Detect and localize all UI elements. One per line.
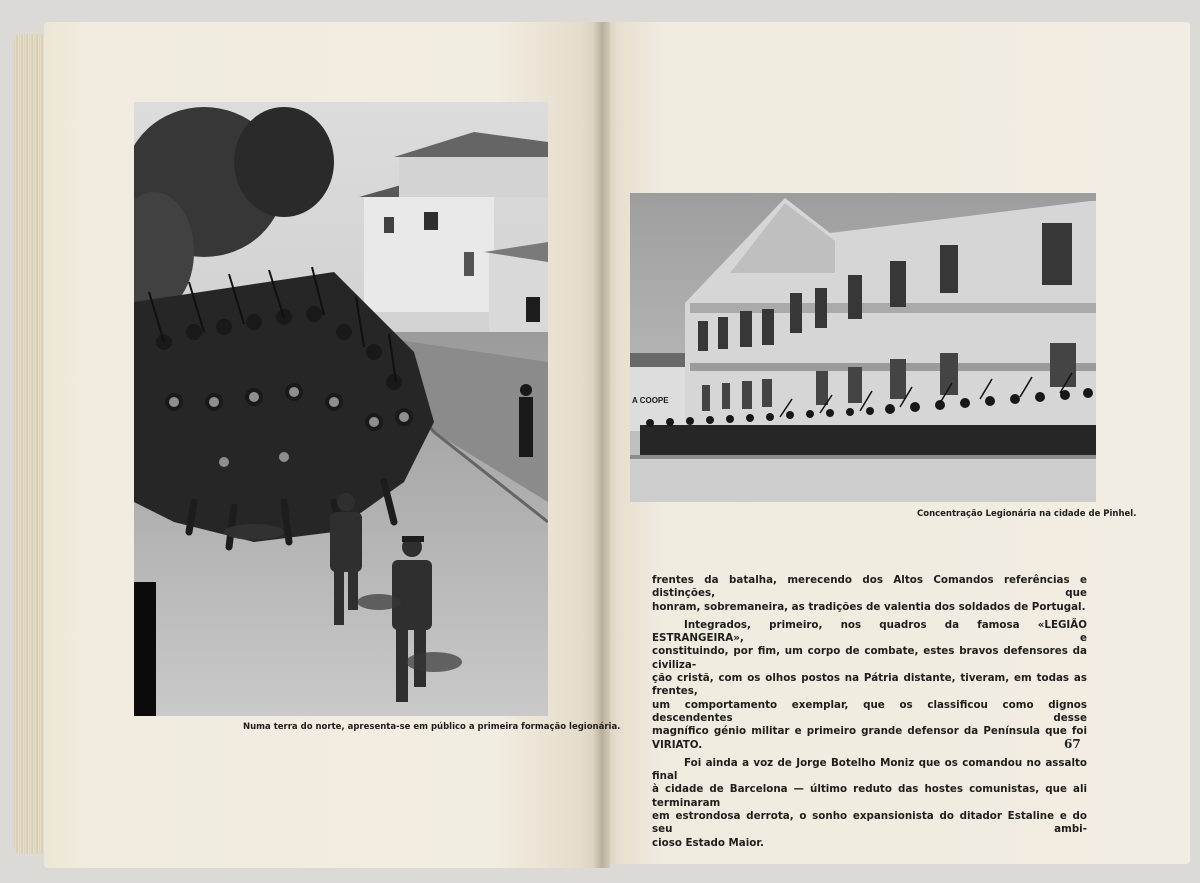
text-line: frentes da batalha, merecendo dos Altos Comandos referências e distinções, que bbox=[652, 574, 1087, 600]
text-line: Foi ainda a voz de Jorge Botelho Moniz que os comandou no assalto final bbox=[652, 756, 1087, 783]
text-line: constituindo, por fim, um corpo de combate, estes bravos defensores da civiliza- bbox=[652, 645, 1087, 671]
body-text bbox=[652, 574, 1087, 855]
text-line: em estrondosa derrota, o sonho expansionista do ditador Estaline e do seu ambi- bbox=[652, 810, 1087, 836]
text-line: um comportamento exemplar, que os classificou como dignos descendentes desse bbox=[652, 698, 1087, 724]
text-line: cioso Estado Maior. bbox=[652, 836, 764, 849]
paragraph bbox=[652, 574, 1087, 614]
text-line: à cidade de Barcelona — último reduto das hostes comunistas, que ali terminaram bbox=[652, 783, 1087, 809]
paragraph bbox=[652, 757, 1087, 850]
text-line: Integrados, primeiro, nos quadros da famosa «LEGIÃO ESTRANGEIRA», e bbox=[652, 618, 1087, 645]
text-line: ção cristã, com os olhos postos na Pátria distante, tiveram, em todas as frentes, bbox=[652, 672, 1087, 698]
paragraph bbox=[652, 619, 1087, 752]
text-line: magnífico génio militar e primeiro grande defensor da Península que foi VIRIATO. bbox=[652, 725, 1087, 751]
text-line: honram, sobremaneira, as tradições de valentia dos soldados de Portugal. bbox=[652, 600, 1086, 613]
cooperative-sign: A COOPE bbox=[632, 396, 669, 405]
legion-concentration-photo bbox=[630, 193, 1096, 502]
book-gutter bbox=[594, 22, 610, 868]
marching-soldiers-photo bbox=[134, 102, 548, 716]
left-photo-caption: Numa terra do norte, apresenta-se em público a primeira formação legionária. bbox=[243, 722, 621, 732]
right-photo-caption: Concentração Legionária na cidade de Pinhel. bbox=[917, 509, 1137, 519]
page-number: 67 bbox=[1064, 737, 1081, 751]
